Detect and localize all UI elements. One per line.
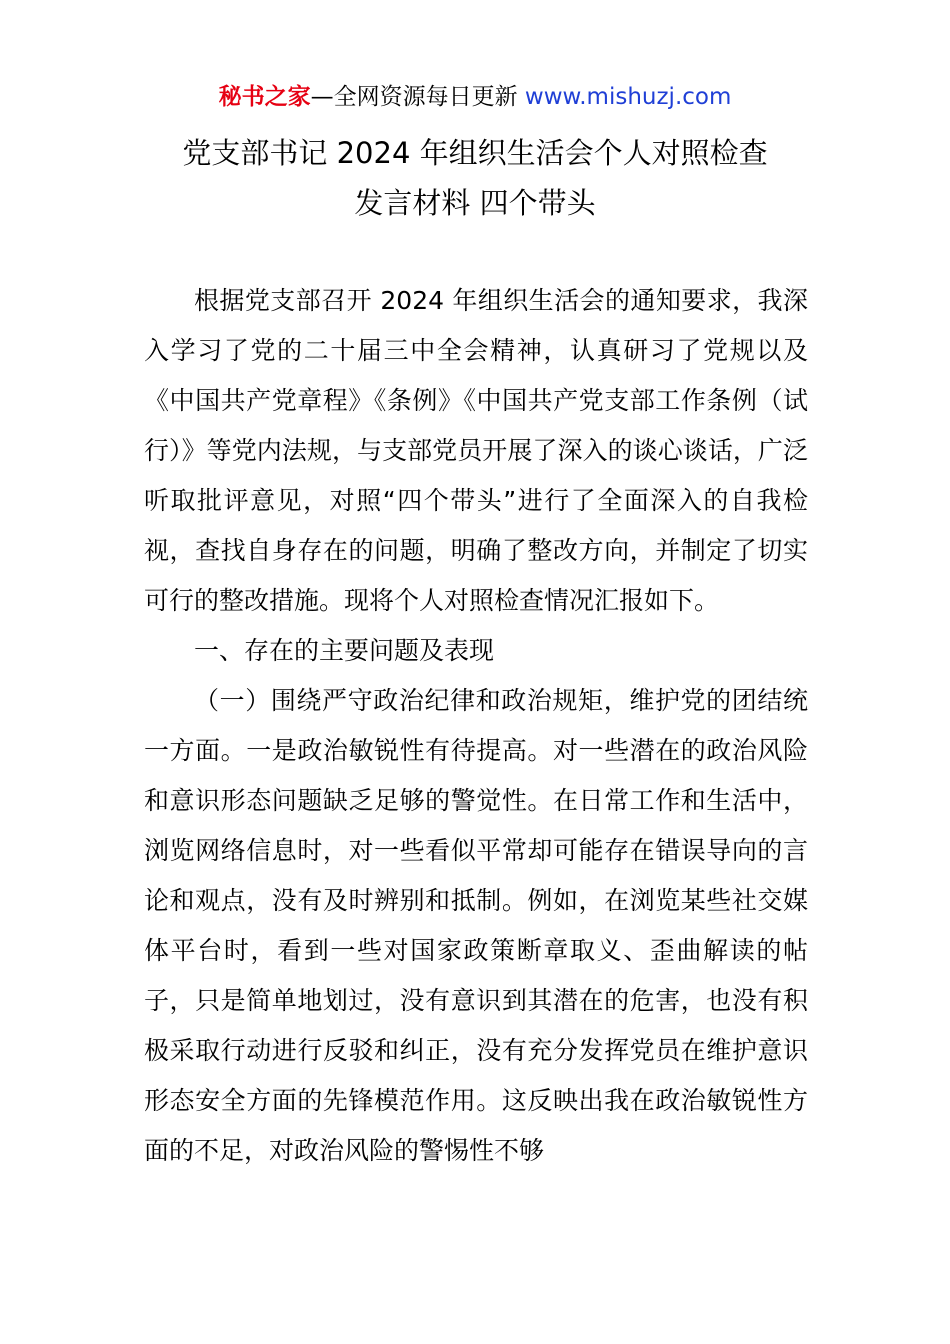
site-tagline: —全网资源每日更新 (310, 84, 525, 110)
section-heading: 一、存在的主要问题及表现 (194, 636, 495, 665)
site-url-link[interactable]: www.mishuzj.com (524, 84, 732, 110)
document-body (144, 276, 808, 1176)
site-brand: 秘书之家 (218, 84, 311, 110)
title-line-2: 发言材料 四个带头 (354, 186, 596, 220)
intro-paragraph: 根据党支部召开 2024 年组织生活会的通知要求，我深入学习了党的二十届三中全会精神，认真研习了党规以及《中国共产党章程》《条例》《中国共产党支部工作条例（试行）》等党内法规，与支部党员开展了深入的谈心谈话，广泛听取批评意见，对照“四个带头”进行了全面深入的自我检视，查找自身存在的问题，明确了整改方向，并制定了切实可行的整改措施。现将个人对照检查情况汇报如下。 (144, 286, 808, 615)
document-title (0, 128, 950, 228)
title-line-1: 党支部书记 2024 年组织生活会个人对照检查 (182, 136, 768, 170)
section-paragraph: （一）围绕严守政治纪律和政治规矩，维护党的团结统一方面。一是政治敏锐性有待提高。对一些潜在的政治风险和意识形态问题缺乏足够的警觉性。在日常工作和生活中，浏览网络信息时，对一些看似平常却可能存在错误导向的言论和观点，没有及时辨别和抵制。例如，在浏览某些社交媒体平台时，看到一些对国家政策断章取义、歪曲解读的帖子，只是简单地划过，没有意识到其潜在的危害，也没有积极采取行动进行反驳和纠正，没有充分发挥党员在维护意识形态安全方面的先锋模范作用。这反映出我在政治敏锐性方面的不足，对政治风险的警惕性不够 (144, 686, 808, 1165)
site-header (0, 81, 950, 113)
